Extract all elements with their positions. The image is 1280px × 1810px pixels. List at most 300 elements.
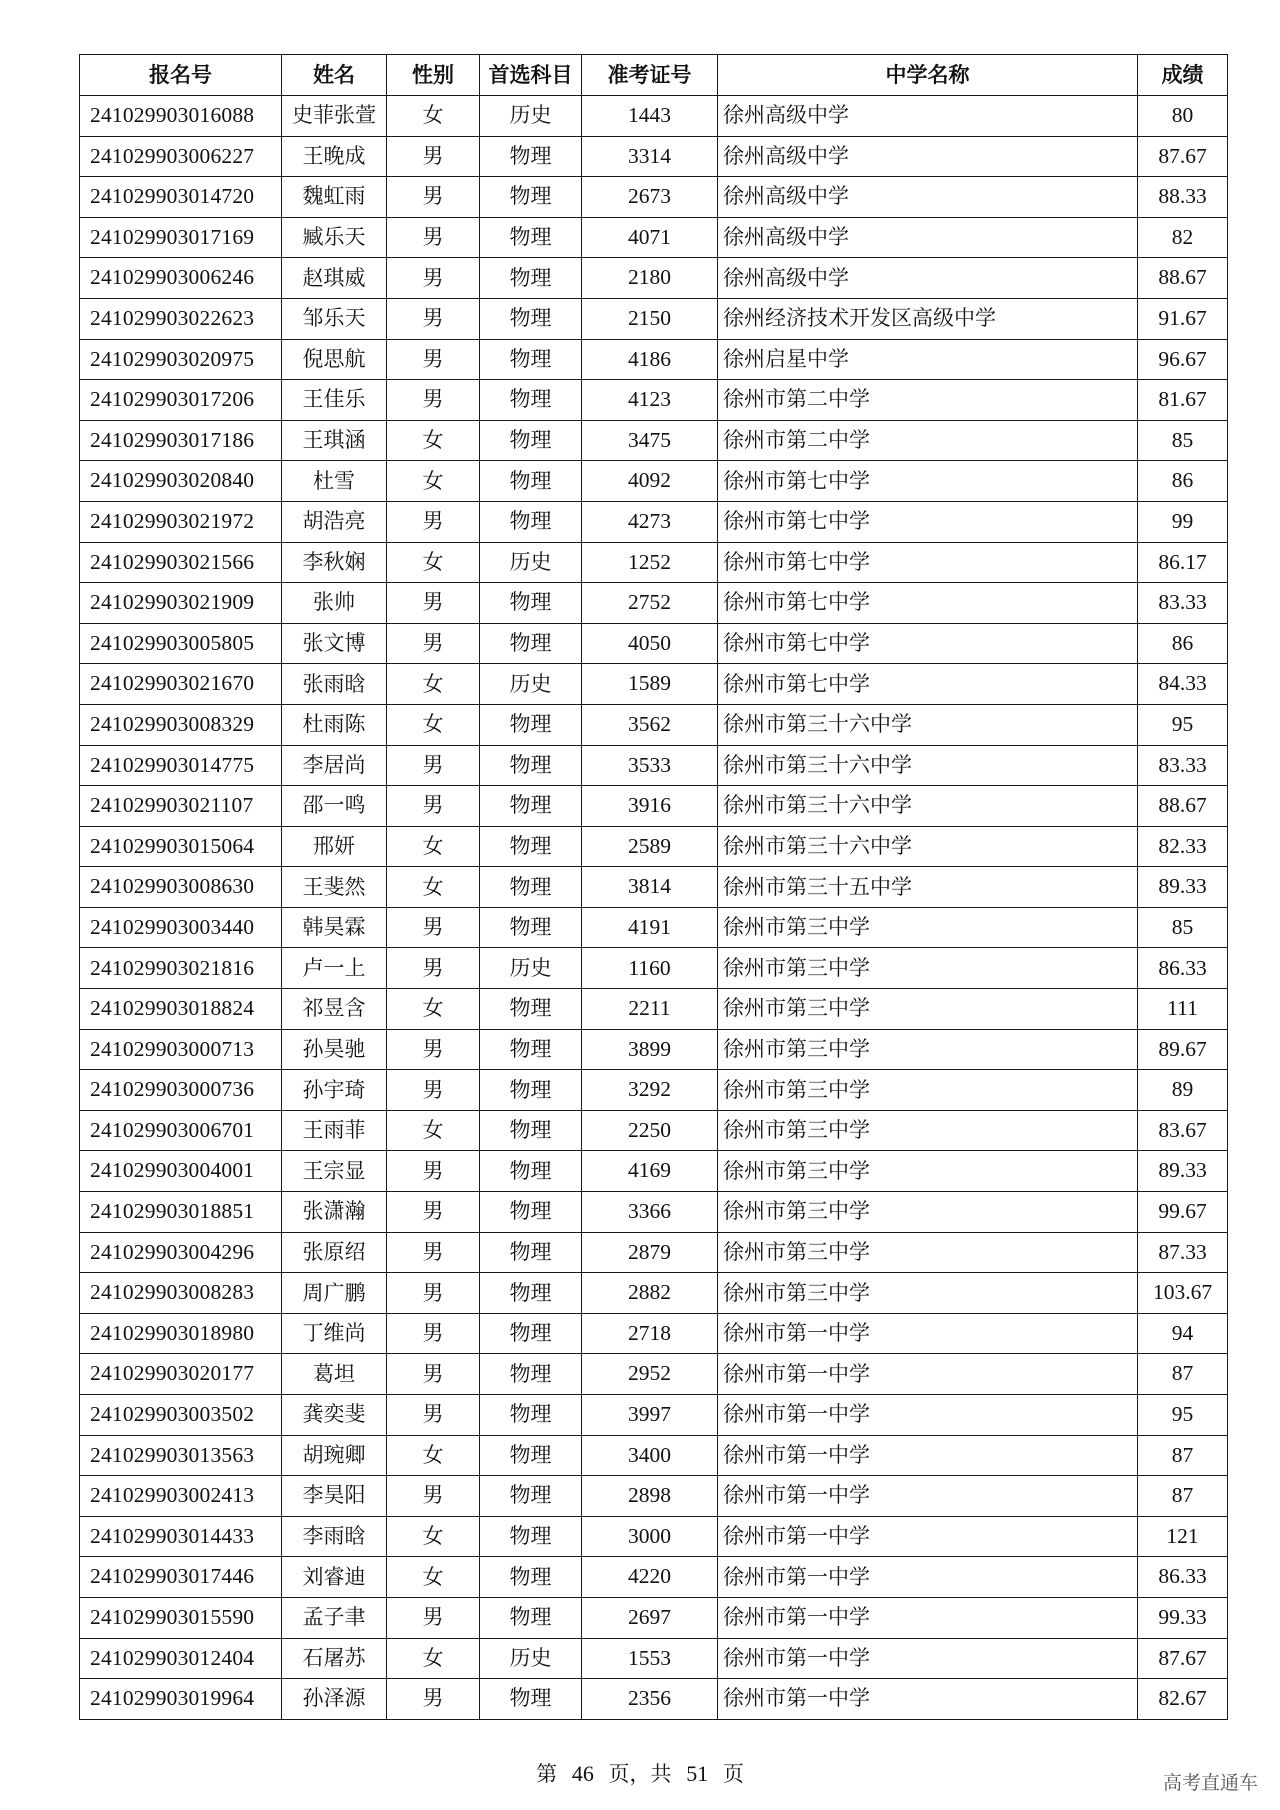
cell-ticket-number: 3533: [582, 745, 718, 786]
cell-school-name: 徐州市第三中学: [718, 989, 1138, 1030]
header-preferred-subject: 首选科目: [480, 55, 582, 96]
cell-preferred-subject: 物理: [480, 704, 582, 745]
table-row: [80, 461, 1228, 502]
table-row: [80, 907, 1228, 948]
cell-name: 邢妍: [282, 826, 387, 867]
cell-preferred-subject: 物理: [480, 745, 582, 786]
cell-score: 89: [1138, 1070, 1228, 1111]
page-suffix: 页: [722, 1762, 744, 1786]
header-school-name: 中学名称: [718, 55, 1138, 96]
cell-gender: 女: [387, 867, 480, 908]
cell-score: 96.67: [1138, 339, 1228, 380]
cell-name: 胡琬卿: [282, 1435, 387, 1476]
cell-name: 李秋娴: [282, 542, 387, 583]
cell-ticket-number: 3814: [582, 867, 718, 908]
cell-registration-number: 241029903020177: [80, 1354, 282, 1395]
cell-name: 周广鹏: [282, 1273, 387, 1314]
cell-registration-number: 241029903003440: [80, 907, 282, 948]
page-number-footer: [0, 1758, 1280, 1788]
cell-score: 88.67: [1138, 258, 1228, 299]
cell-name: 王晚成: [282, 136, 387, 177]
cell-gender: 男: [387, 583, 480, 624]
cell-school-name: 徐州市第三十六中学: [718, 745, 1138, 786]
cell-ticket-number: 3997: [582, 1395, 718, 1436]
table-row: [80, 1110, 1228, 1151]
cell-score: 87.67: [1138, 1638, 1228, 1679]
cell-score: 87: [1138, 1435, 1228, 1476]
cell-ticket-number: 3899: [582, 1029, 718, 1070]
cell-registration-number: 241029903016088: [80, 96, 282, 137]
cell-score: 94: [1138, 1313, 1228, 1354]
cell-preferred-subject: 物理: [480, 1110, 582, 1151]
cell-name: 王佳乐: [282, 380, 387, 421]
table-row: [80, 1232, 1228, 1273]
cell-ticket-number: 1553: [582, 1638, 718, 1679]
cell-registration-number: 241029903017169: [80, 217, 282, 258]
table-row: [80, 420, 1228, 461]
page-prefix: 第: [536, 1762, 558, 1786]
cell-gender: 男: [387, 177, 480, 218]
cell-ticket-number: 2697: [582, 1597, 718, 1638]
cell-name: 史菲张萱: [282, 96, 387, 137]
table-body: [80, 96, 1228, 1720]
cell-school-name: 徐州市第一中学: [718, 1476, 1138, 1517]
cell-gender: 女: [387, 989, 480, 1030]
cell-gender: 男: [387, 339, 480, 380]
cell-registration-number: 241029903021972: [80, 501, 282, 542]
cell-registration-number: 241029903000736: [80, 1070, 282, 1111]
cell-name: 李昊阳: [282, 1476, 387, 1517]
cell-gender: 男: [387, 501, 480, 542]
header-score: 成绩: [1138, 55, 1228, 96]
cell-name: 张潇瀚: [282, 1192, 387, 1233]
cell-name: 李雨晗: [282, 1516, 387, 1557]
cell-name: 邹乐天: [282, 298, 387, 339]
table-row: [80, 1638, 1228, 1679]
cell-ticket-number: 2879: [582, 1232, 718, 1273]
cell-school-name: 徐州高级中学: [718, 136, 1138, 177]
cell-registration-number: 241029903004296: [80, 1232, 282, 1273]
cell-school-name: 徐州市第一中学: [718, 1597, 1138, 1638]
cell-name: 赵琪威: [282, 258, 387, 299]
cell-preferred-subject: 物理: [480, 177, 582, 218]
table-row: [80, 542, 1228, 583]
table-row: [80, 177, 1228, 218]
cell-score: 82: [1138, 217, 1228, 258]
cell-score: 86.33: [1138, 948, 1228, 989]
cell-gender: 女: [387, 704, 480, 745]
watermark-text: 高考直通车: [1162, 1772, 1258, 1794]
table-row: [80, 380, 1228, 421]
cell-school-name: 徐州高级中学: [718, 217, 1138, 258]
table-row: [80, 745, 1228, 786]
table-row: [80, 1151, 1228, 1192]
cell-ticket-number: 1252: [582, 542, 718, 583]
cell-registration-number: 241029903003502: [80, 1395, 282, 1436]
cell-score: 83.33: [1138, 583, 1228, 624]
cell-gender: 男: [387, 786, 480, 827]
cell-preferred-subject: 物理: [480, 339, 582, 380]
cell-registration-number: 241029903005805: [80, 623, 282, 664]
cell-school-name: 徐州启星中学: [718, 339, 1138, 380]
table-row: [80, 1557, 1228, 1598]
cell-name: 孙泽源: [282, 1679, 387, 1720]
header-ticket-number: 准考证号: [582, 55, 718, 96]
cell-registration-number: 241029903000713: [80, 1029, 282, 1070]
cell-school-name: 徐州市第三中学: [718, 1110, 1138, 1151]
cell-ticket-number: 2673: [582, 177, 718, 218]
cell-ticket-number: 4186: [582, 339, 718, 380]
cell-name: 龚奕斐: [282, 1395, 387, 1436]
cell-preferred-subject: 物理: [480, 501, 582, 542]
table-row: [80, 1597, 1228, 1638]
cell-registration-number: 241029903017446: [80, 1557, 282, 1598]
cell-score: 82.33: [1138, 826, 1228, 867]
cell-preferred-subject: 物理: [480, 1192, 582, 1233]
table-row: [80, 1679, 1228, 1720]
table-row: [80, 948, 1228, 989]
cell-school-name: 徐州市第一中学: [718, 1516, 1138, 1557]
table-row: [80, 989, 1228, 1030]
cell-ticket-number: 2952: [582, 1354, 718, 1395]
cell-gender: 男: [387, 1354, 480, 1395]
cell-name: 张原绍: [282, 1232, 387, 1273]
cell-gender: 男: [387, 380, 480, 421]
cell-name: 王斐然: [282, 867, 387, 908]
cell-gender: 男: [387, 1597, 480, 1638]
cell-gender: 女: [387, 1557, 480, 1598]
cell-ticket-number: 2752: [582, 583, 718, 624]
cell-gender: 女: [387, 1110, 480, 1151]
cell-ticket-number: 4092: [582, 461, 718, 502]
cell-name: 韩昊霖: [282, 907, 387, 948]
table-row: [80, 1476, 1228, 1517]
cell-registration-number: 241029903013563: [80, 1435, 282, 1476]
cell-ticket-number: 4169: [582, 1151, 718, 1192]
cell-preferred-subject: 物理: [480, 217, 582, 258]
cell-school-name: 徐州高级中学: [718, 177, 1138, 218]
cell-school-name: 徐州市第三中学: [718, 1232, 1138, 1273]
cell-registration-number: 241029903021566: [80, 542, 282, 583]
cell-ticket-number: 3916: [582, 786, 718, 827]
cell-registration-number: 241029903014720: [80, 177, 282, 218]
cell-registration-number: 241029903017206: [80, 380, 282, 421]
cell-ticket-number: 4071: [582, 217, 718, 258]
cell-school-name: 徐州市第三中学: [718, 1192, 1138, 1233]
cell-gender: 男: [387, 298, 480, 339]
cell-name: 李居尚: [282, 745, 387, 786]
cell-school-name: 徐州市第七中学: [718, 623, 1138, 664]
cell-preferred-subject: 历史: [480, 948, 582, 989]
table-row: [80, 1435, 1228, 1476]
cell-preferred-subject: 物理: [480, 826, 582, 867]
cell-gender: 女: [387, 1516, 480, 1557]
cell-preferred-subject: 物理: [480, 1070, 582, 1111]
cell-registration-number: 241029903006246: [80, 258, 282, 299]
cell-gender: 女: [387, 542, 480, 583]
cell-gender: 男: [387, 1395, 480, 1436]
cell-ticket-number: 3000: [582, 1516, 718, 1557]
cell-ticket-number: 2589: [582, 826, 718, 867]
cell-gender: 男: [387, 1273, 480, 1314]
cell-preferred-subject: 物理: [480, 1476, 582, 1517]
cell-name: 杜雨陈: [282, 704, 387, 745]
cell-school-name: 徐州市第三中学: [718, 1070, 1138, 1111]
cell-registration-number: 241029903017186: [80, 420, 282, 461]
table-row: [80, 339, 1228, 380]
cell-preferred-subject: 物理: [480, 1435, 582, 1476]
table-row: [80, 298, 1228, 339]
cell-preferred-subject: 历史: [480, 96, 582, 137]
cell-score: 80: [1138, 96, 1228, 137]
cell-registration-number: 241029903008329: [80, 704, 282, 745]
cell-gender: 女: [387, 1638, 480, 1679]
table-row: [80, 96, 1228, 137]
cell-school-name: 徐州高级中学: [718, 258, 1138, 299]
cell-score: 103.67: [1138, 1273, 1228, 1314]
cell-preferred-subject: 物理: [480, 1516, 582, 1557]
cell-school-name: 徐州市第三中学: [718, 1029, 1138, 1070]
cell-school-name: 徐州市第三十六中学: [718, 786, 1138, 827]
table-row: [80, 704, 1228, 745]
cell-registration-number: 241029903022623: [80, 298, 282, 339]
cell-name: 孙昊驰: [282, 1029, 387, 1070]
header-name: 姓名: [282, 55, 387, 96]
cell-registration-number: 241029903020975: [80, 339, 282, 380]
cell-gender: 女: [387, 461, 480, 502]
cell-gender: 男: [387, 948, 480, 989]
cell-ticket-number: 3292: [582, 1070, 718, 1111]
cell-preferred-subject: 历史: [480, 1638, 582, 1679]
cell-gender: 男: [387, 907, 480, 948]
table-row: [80, 217, 1228, 258]
cell-gender: 男: [387, 258, 480, 299]
cell-ticket-number: 3400: [582, 1435, 718, 1476]
table-row: [80, 826, 1228, 867]
cell-ticket-number: 4191: [582, 907, 718, 948]
cell-score: 88.33: [1138, 177, 1228, 218]
cell-name: 胡浩亮: [282, 501, 387, 542]
cell-ticket-number: 2356: [582, 1679, 718, 1720]
cell-registration-number: 241029903008630: [80, 867, 282, 908]
table-row: [80, 867, 1228, 908]
cell-score: 89.33: [1138, 1151, 1228, 1192]
cell-score: 99: [1138, 501, 1228, 542]
table-row: [80, 1192, 1228, 1233]
cell-score: 95: [1138, 704, 1228, 745]
cell-school-name: 徐州市第二中学: [718, 420, 1138, 461]
table-row: [80, 1516, 1228, 1557]
cell-name: 张雨晗: [282, 664, 387, 705]
cell-preferred-subject: 历史: [480, 542, 582, 583]
cell-preferred-subject: 物理: [480, 623, 582, 664]
cell-ticket-number: 3314: [582, 136, 718, 177]
cell-score: 86.33: [1138, 1557, 1228, 1598]
cell-preferred-subject: 物理: [480, 583, 582, 624]
current-page-number: 46: [571, 1761, 594, 1786]
cell-registration-number: 241029903012404: [80, 1638, 282, 1679]
cell-gender: 男: [387, 1029, 480, 1070]
cell-registration-number: 241029903018980: [80, 1313, 282, 1354]
cell-score: 99.67: [1138, 1192, 1228, 1233]
cell-ticket-number: 4220: [582, 1557, 718, 1598]
cell-gender: 男: [387, 217, 480, 258]
cell-gender: 男: [387, 623, 480, 664]
cell-preferred-subject: 物理: [480, 786, 582, 827]
cell-name: 葛坦: [282, 1354, 387, 1395]
page-middle-text: 页，共: [608, 1762, 672, 1786]
cell-registration-number: 241029903014433: [80, 1516, 282, 1557]
cell-name: 邵一鸣: [282, 786, 387, 827]
cell-score: 86.17: [1138, 542, 1228, 583]
cell-school-name: 徐州市第七中学: [718, 501, 1138, 542]
cell-ticket-number: 2250: [582, 1110, 718, 1151]
cell-school-name: 徐州市第二中学: [718, 380, 1138, 421]
cell-registration-number: 241029903020840: [80, 461, 282, 502]
cell-gender: 男: [387, 1232, 480, 1273]
cell-preferred-subject: 物理: [480, 380, 582, 421]
cell-school-name: 徐州市第七中学: [718, 461, 1138, 502]
cell-preferred-subject: 物理: [480, 1273, 582, 1314]
cell-score: 95: [1138, 1395, 1228, 1436]
table-row: [80, 258, 1228, 299]
cell-school-name: 徐州市第三中学: [718, 1273, 1138, 1314]
cell-school-name: 徐州市第一中学: [718, 1395, 1138, 1436]
cell-gender: 女: [387, 420, 480, 461]
cell-preferred-subject: 物理: [480, 258, 582, 299]
cell-name: 刘睿迪: [282, 1557, 387, 1598]
cell-gender: 男: [387, 1151, 480, 1192]
cell-registration-number: 241029903006227: [80, 136, 282, 177]
cell-preferred-subject: 物理: [480, 461, 582, 502]
cell-preferred-subject: 历史: [480, 664, 582, 705]
total-page-number: 51: [686, 1761, 709, 1786]
cell-score: 87: [1138, 1476, 1228, 1517]
table-row: [80, 1273, 1228, 1314]
cell-preferred-subject: 物理: [480, 1029, 582, 1070]
cell-ticket-number: 3562: [582, 704, 718, 745]
table-row: [80, 1313, 1228, 1354]
cell-preferred-subject: 物理: [480, 420, 582, 461]
table-row: [80, 1070, 1228, 1111]
table-row: [80, 583, 1228, 624]
cell-gender: 男: [387, 136, 480, 177]
cell-school-name: 徐州市第七中学: [718, 542, 1138, 583]
cell-ticket-number: 2211: [582, 989, 718, 1030]
cell-name: 王琪涵: [282, 420, 387, 461]
cell-gender: 女: [387, 1435, 480, 1476]
cell-registration-number: 241029903014775: [80, 745, 282, 786]
cell-score: 87.67: [1138, 136, 1228, 177]
table-row: [80, 786, 1228, 827]
table-header-row: [80, 55, 1228, 96]
cell-name: 孙宇琦: [282, 1070, 387, 1111]
cell-school-name: 徐州市第三十六中学: [718, 704, 1138, 745]
admission-score-table: [79, 54, 1228, 1720]
cell-ticket-number: 4273: [582, 501, 718, 542]
cell-school-name: 徐州市第三中学: [718, 1151, 1138, 1192]
header-gender: 性别: [387, 55, 480, 96]
table-row: [80, 1029, 1228, 1070]
cell-school-name: 徐州经济技术开发区高级中学: [718, 298, 1138, 339]
cell-preferred-subject: 物理: [480, 867, 582, 908]
cell-ticket-number: 4050: [582, 623, 718, 664]
table-row: [80, 664, 1228, 705]
cell-ticket-number: 2898: [582, 1476, 718, 1517]
cell-registration-number: 241029903015590: [80, 1597, 282, 1638]
cell-school-name: 徐州市第一中学: [718, 1557, 1138, 1598]
cell-ticket-number: 2718: [582, 1313, 718, 1354]
cell-school-name: 徐州市第三十五中学: [718, 867, 1138, 908]
cell-preferred-subject: 物理: [480, 1597, 582, 1638]
cell-preferred-subject: 物理: [480, 989, 582, 1030]
cell-school-name: 徐州高级中学: [718, 96, 1138, 137]
cell-preferred-subject: 物理: [480, 1151, 582, 1192]
header-registration-number: 报名号: [80, 55, 282, 96]
cell-preferred-subject: 物理: [480, 298, 582, 339]
cell-school-name: 徐州市第一中学: [718, 1435, 1138, 1476]
cell-preferred-subject: 物理: [480, 1395, 582, 1436]
cell-name: 臧乐天: [282, 217, 387, 258]
cell-name: 杜雪: [282, 461, 387, 502]
cell-name: 张帅: [282, 583, 387, 624]
cell-ticket-number: 3366: [582, 1192, 718, 1233]
cell-name: 王宗显: [282, 1151, 387, 1192]
cell-preferred-subject: 物理: [480, 1557, 582, 1598]
table-row: [80, 1354, 1228, 1395]
cell-school-name: 徐州市第七中学: [718, 583, 1138, 624]
cell-school-name: 徐州市第一中学: [718, 1638, 1138, 1679]
cell-gender: 男: [387, 1070, 480, 1111]
cell-score: 86: [1138, 623, 1228, 664]
cell-ticket-number: 2882: [582, 1273, 718, 1314]
cell-registration-number: 241029903021816: [80, 948, 282, 989]
cell-preferred-subject: 物理: [480, 1232, 582, 1273]
cell-score: 89.33: [1138, 867, 1228, 908]
cell-score: 91.67: [1138, 298, 1228, 339]
cell-name: 祁昱含: [282, 989, 387, 1030]
cell-score: 85: [1138, 907, 1228, 948]
cell-score: 88.67: [1138, 786, 1228, 827]
cell-gender: 女: [387, 664, 480, 705]
cell-school-name: 徐州市第三十六中学: [718, 826, 1138, 867]
cell-name: 王雨菲: [282, 1110, 387, 1151]
cell-gender: 男: [387, 745, 480, 786]
table-row: [80, 136, 1228, 177]
cell-gender: 男: [387, 1192, 480, 1233]
cell-ticket-number: 1589: [582, 664, 718, 705]
cell-school-name: 徐州市第一中学: [718, 1679, 1138, 1720]
cell-score: 111: [1138, 989, 1228, 1030]
cell-preferred-subject: 物理: [480, 1354, 582, 1395]
cell-preferred-subject: 物理: [480, 1313, 582, 1354]
cell-score: 87.33: [1138, 1232, 1228, 1273]
cell-score: 81.67: [1138, 380, 1228, 421]
cell-school-name: 徐州市第一中学: [718, 1354, 1138, 1395]
cell-school-name: 徐州市第一中学: [718, 1313, 1138, 1354]
cell-score: 87: [1138, 1354, 1228, 1395]
cell-registration-number: 241029903019964: [80, 1679, 282, 1720]
table-row: [80, 1395, 1228, 1436]
cell-score: 84.33: [1138, 664, 1228, 705]
cell-gender: 女: [387, 96, 480, 137]
cell-registration-number: 241029903021670: [80, 664, 282, 705]
cell-name: 倪思航: [282, 339, 387, 380]
table-row: [80, 623, 1228, 664]
cell-registration-number: 241029903002413: [80, 1476, 282, 1517]
cell-school-name: 徐州市第三中学: [718, 907, 1138, 948]
cell-name: 卢一上: [282, 948, 387, 989]
